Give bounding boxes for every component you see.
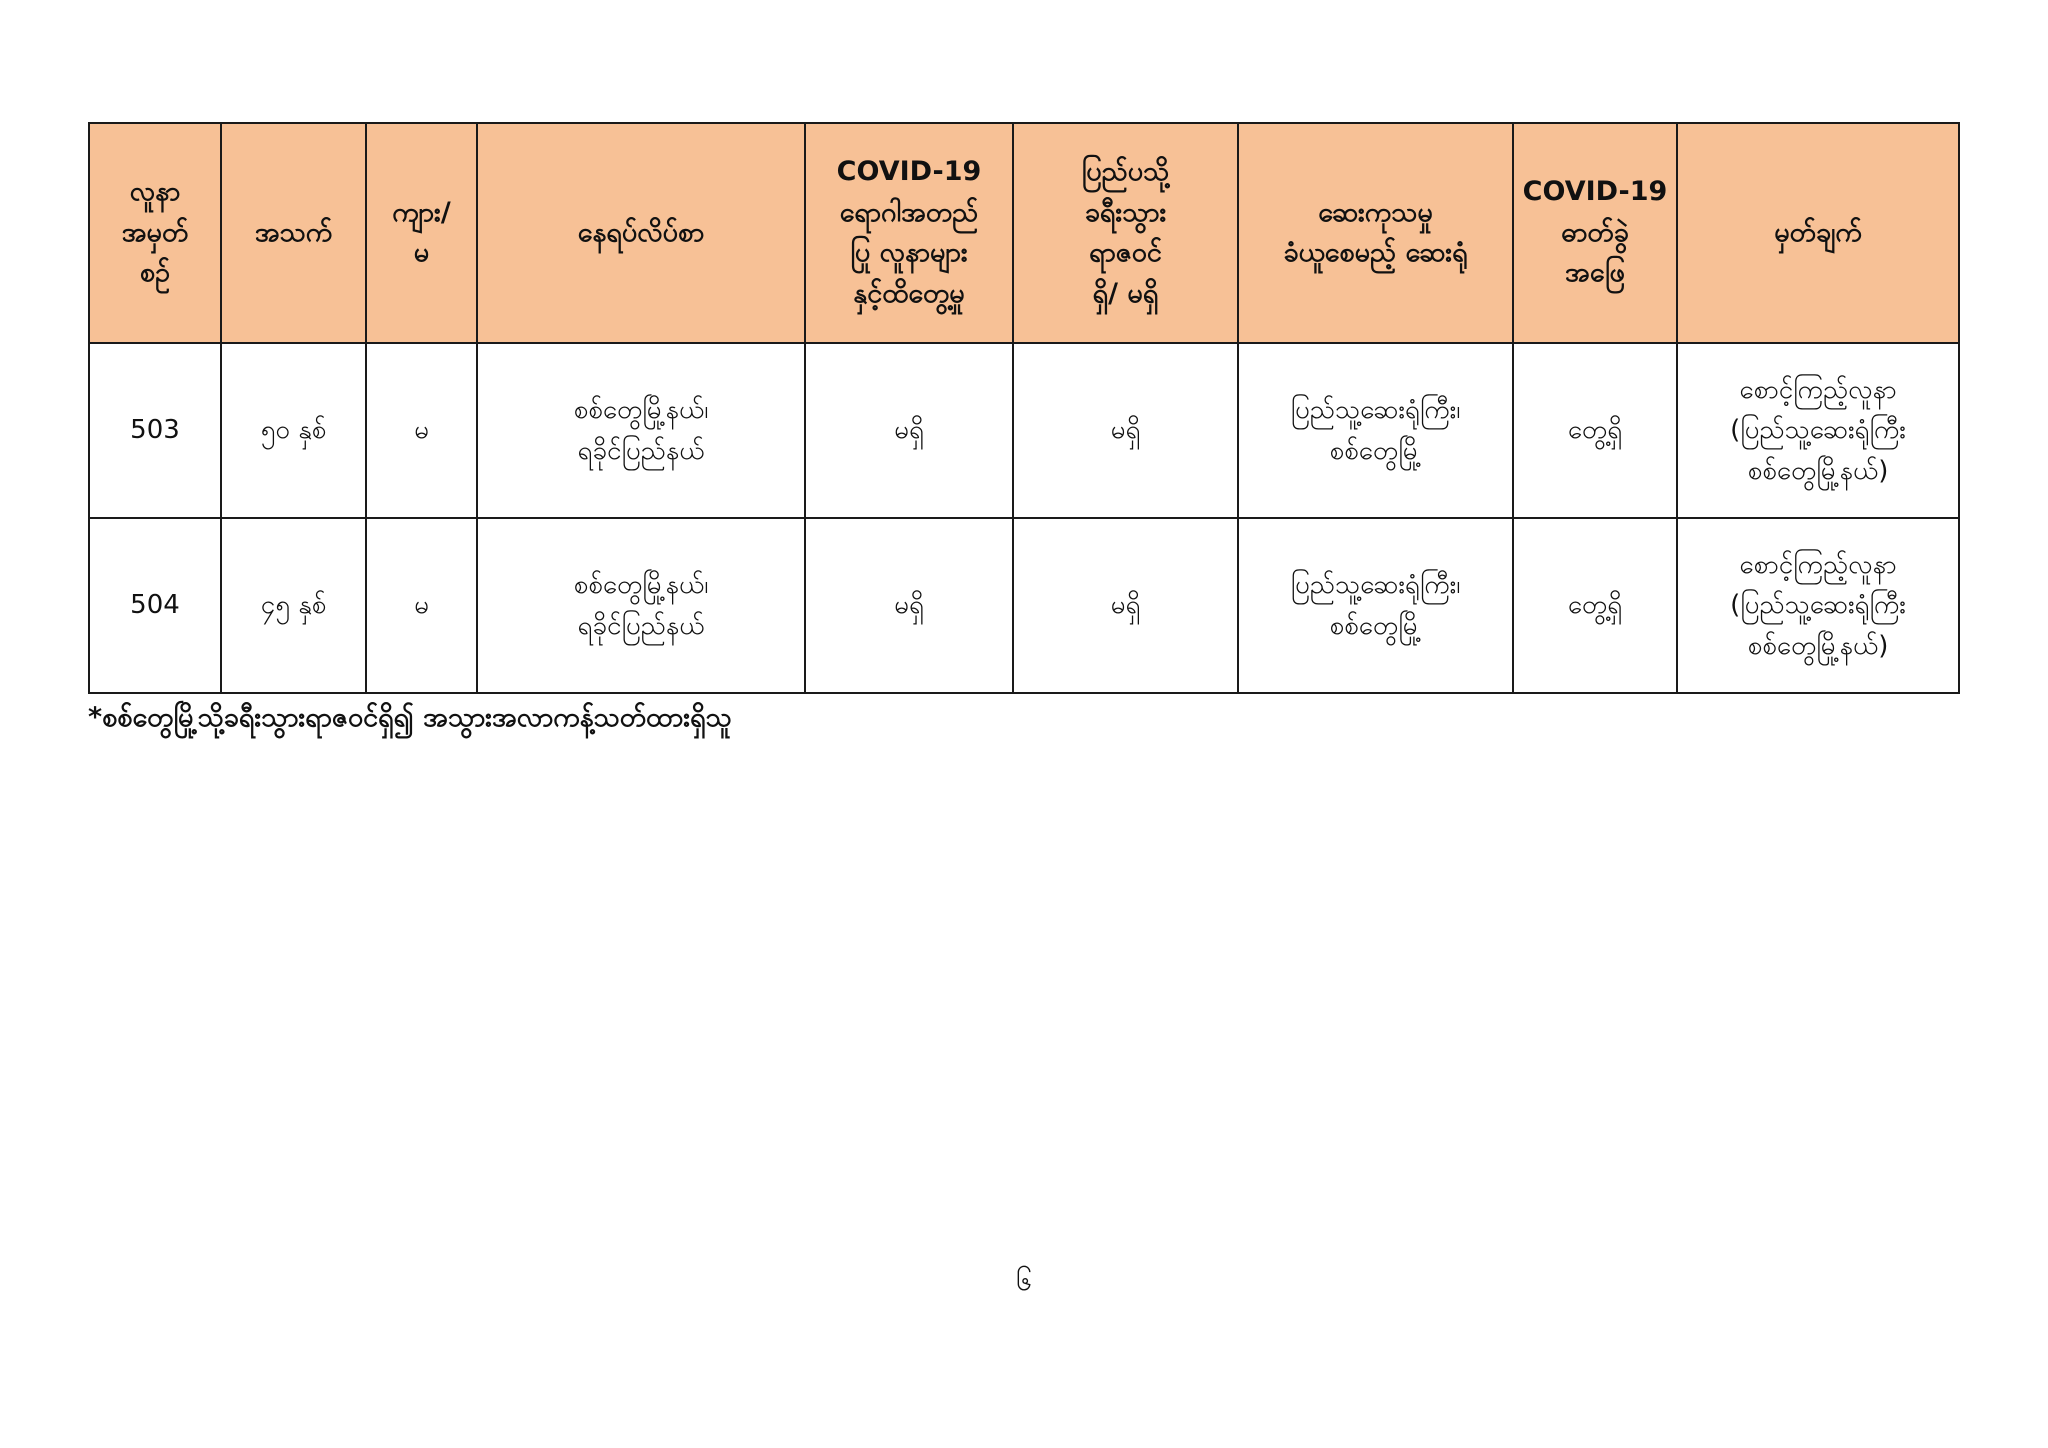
header-lab-result: COVID-19 ဓာတ်ခွဲ အဖြေ: [1513, 123, 1677, 343]
cell-age: ၅၀ နှစ်: [221, 343, 366, 518]
cell-sex: မ: [366, 343, 477, 518]
travel-history-footnote: *စစ်တွေမြို့သို့ခရီးသွားရာဇဝင်ရှိ၍ အသွားအလာကန့်သတ်ထားရှိသူ: [88, 702, 732, 733]
covid-cases-table: [88, 122, 1960, 694]
cell-age: ၄၅ နှစ်: [221, 518, 366, 693]
header-contact-with-confirmed: COVID-19 ရောဂါအတည် ပြု လူနာများ နှင့်ထိတွေ့မှု: [805, 123, 1013, 343]
cell-foreign-travel-history: မရှိ: [1013, 343, 1238, 518]
header-case-number: လူနာ အမှတ် စဉ်: [89, 123, 221, 343]
cell-case-number: 503: [89, 343, 221, 518]
header-age: အသက်: [221, 123, 366, 343]
table-row: [89, 343, 1959, 518]
cell-contact-with-confirmed: မရှိ: [805, 518, 1013, 693]
cell-address: စစ်တွေမြို့နယ်၊ ရခိုင်ပြည်နယ်: [477, 518, 805, 693]
cell-foreign-travel-history: မရှိ: [1013, 518, 1238, 693]
cell-treating-hospital: ပြည်သူ့ဆေးရုံကြီး၊ စစ်တွေမြို့: [1238, 343, 1513, 518]
table-header-row: [89, 123, 1959, 343]
cell-remarks: စောင့်ကြည့်လူနာ (ပြည်သူ့ဆေးရုံကြီး စစ်တွေမြို့နယ်): [1677, 343, 1959, 518]
cell-lab-result: တွေ့ရှိ: [1513, 518, 1677, 693]
cell-treating-hospital: ပြည်သူ့ဆေးရုံကြီး၊ စစ်တွေမြို့: [1238, 518, 1513, 693]
page-number: ၆: [1016, 1264, 1032, 1297]
header-treating-hospital: ဆေးကုသမှု ခံယူစေမည့် ဆေးရုံ: [1238, 123, 1513, 343]
cell-address: စစ်တွေမြို့နယ်၊ ရခိုင်ပြည်နယ်: [477, 343, 805, 518]
header-foreign-travel-history: ပြည်ပသို့ ခရီးသွား ရာဇဝင် ရှိ/ မရှိ: [1013, 123, 1238, 343]
cell-contact-with-confirmed: မရှိ: [805, 343, 1013, 518]
header-remarks: မှတ်ချက်: [1677, 123, 1959, 343]
cell-case-number: 504: [89, 518, 221, 693]
header-address: နေရပ်လိပ်စာ: [477, 123, 805, 343]
cell-remarks: စောင့်ကြည့်လူနာ (ပြည်သူ့ဆေးရုံကြီး စစ်တွေမြို့နယ်): [1677, 518, 1959, 693]
cell-sex: မ: [366, 518, 477, 693]
table-row: [89, 518, 1959, 693]
cell-lab-result: တွေ့ရှိ: [1513, 343, 1677, 518]
header-sex: ကျား/ မ: [366, 123, 477, 343]
